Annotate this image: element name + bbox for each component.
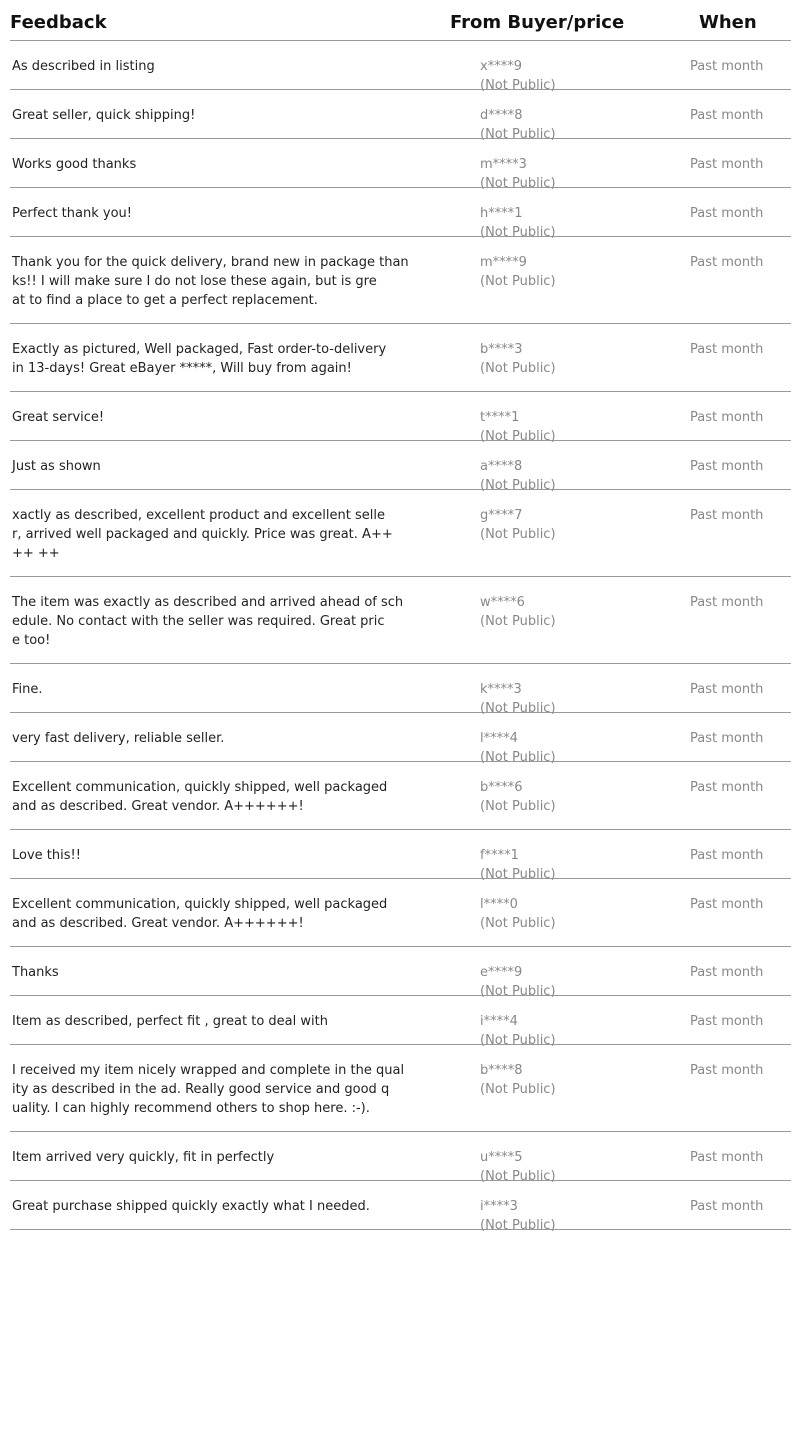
table-row bbox=[10, 713, 791, 765]
when-cell: Past month bbox=[690, 897, 764, 912]
buyer-column-header: From Buyer/price bbox=[450, 12, 625, 33]
feedback-text: Excellent communication, quickly shipped, well packaged and as described. Great vendor. A++++++! bbox=[12, 780, 388, 814]
table-row bbox=[10, 830, 791, 882]
buyer-privacy-note: (Not Public) bbox=[480, 361, 556, 376]
buyer-privacy-note: (Not Public) bbox=[480, 799, 556, 814]
buyer-id: b****6 bbox=[480, 780, 523, 795]
buyer-privacy-note: (Not Public) bbox=[480, 1169, 556, 1184]
feedback-text: Excellent communication, quickly shipped, well packaged and as described. Great vendor. A++++++! bbox=[12, 897, 388, 931]
buyer-id: e****9 bbox=[480, 965, 523, 980]
feedback-text: Item arrived very quickly, fit in perfectly bbox=[12, 1150, 275, 1165]
buyer-cell bbox=[480, 1197, 556, 1235]
buyer-privacy-note: (Not Public) bbox=[480, 274, 556, 289]
when-cell: Past month bbox=[690, 595, 764, 610]
buyer-id: u****5 bbox=[480, 1150, 523, 1165]
when-cell: Past month bbox=[690, 508, 764, 523]
buyer-privacy-note: (Not Public) bbox=[480, 225, 556, 240]
buyer-privacy-note: (Not Public) bbox=[480, 701, 556, 716]
when-cell: Past month bbox=[690, 410, 764, 425]
buyer-cell bbox=[480, 506, 556, 544]
buyer-cell bbox=[480, 778, 556, 816]
feedback-text: Item as described, perfect fit , great to deal with bbox=[12, 1014, 328, 1029]
table-row bbox=[10, 139, 791, 191]
when-cell: Past month bbox=[690, 1199, 764, 1214]
buyer-id: d****8 bbox=[480, 108, 523, 123]
feedback-text: Fine. bbox=[12, 682, 43, 697]
when-cell: Past month bbox=[690, 1150, 764, 1165]
buyer-id: b****8 bbox=[480, 1063, 523, 1078]
buyer-id: x****9 bbox=[480, 59, 522, 74]
buyer-privacy-note: (Not Public) bbox=[480, 750, 556, 765]
buyer-id: m****9 bbox=[480, 255, 527, 270]
table-row bbox=[10, 1045, 791, 1132]
buyer-cell bbox=[480, 340, 556, 378]
table-row bbox=[10, 879, 791, 947]
buyer-id: w****6 bbox=[480, 595, 525, 610]
table-row bbox=[10, 577, 791, 664]
buyer-id: i****3 bbox=[480, 1199, 518, 1214]
buyer-privacy-note: (Not Public) bbox=[480, 176, 556, 191]
feedback-text: xactly as described, excellent product and excellent selle r, arrived well packaged and quickly. Price was great. A++ ++ ++ bbox=[12, 508, 393, 561]
feedback-text: Love this!! bbox=[12, 848, 81, 863]
buyer-privacy-note: (Not Public) bbox=[480, 984, 556, 999]
table-header bbox=[10, 0, 791, 41]
buyer-id: b****3 bbox=[480, 342, 523, 357]
buyer-id: g****7 bbox=[480, 508, 523, 523]
table-row bbox=[10, 324, 791, 392]
when-cell: Past month bbox=[690, 965, 764, 980]
when-cell: Past month bbox=[690, 731, 764, 746]
buyer-privacy-note: (Not Public) bbox=[480, 916, 556, 931]
buyer-id: h****1 bbox=[480, 206, 523, 221]
when-cell: Past month bbox=[690, 255, 764, 270]
table-row bbox=[10, 90, 791, 142]
buyer-privacy-note: (Not Public) bbox=[480, 127, 556, 142]
buyer-cell bbox=[480, 253, 556, 291]
table-row bbox=[10, 947, 791, 999]
table-row bbox=[10, 762, 791, 830]
buyer-privacy-note: (Not Public) bbox=[480, 614, 556, 629]
buyer-id: k****3 bbox=[480, 682, 522, 697]
buyer-cell bbox=[480, 895, 556, 933]
feedback-text: I received my item nicely wrapped and complete in the qual ity as described in the ad. Really good service and good q uality. I can highly recommend others to shop here. :-). bbox=[12, 1063, 405, 1116]
feedback-rows bbox=[10, 41, 791, 1233]
buyer-id: m****3 bbox=[480, 157, 527, 172]
feedback-text: Great purchase shipped quickly exactly what I needed. bbox=[12, 1199, 370, 1214]
table-row bbox=[10, 996, 791, 1048]
buyer-privacy-note: (Not Public) bbox=[480, 1218, 556, 1233]
when-cell: Past month bbox=[690, 59, 764, 74]
table-row bbox=[10, 1132, 791, 1184]
buyer-privacy-note: (Not Public) bbox=[480, 78, 556, 93]
when-cell: Past month bbox=[690, 459, 764, 474]
buyer-id: l****0 bbox=[480, 897, 518, 912]
feedback-text: Perfect thank you! bbox=[12, 206, 132, 221]
feedback-text: Thanks bbox=[12, 965, 59, 980]
buyer-cell bbox=[480, 593, 556, 631]
buyer-privacy-note: (Not Public) bbox=[480, 527, 556, 542]
feedback-text: Works good thanks bbox=[12, 157, 137, 172]
when-cell: Past month bbox=[690, 848, 764, 863]
when-cell: Past month bbox=[690, 682, 764, 697]
buyer-id: t****1 bbox=[480, 410, 520, 425]
table-row bbox=[10, 237, 791, 324]
buyer-privacy-note: (Not Public) bbox=[480, 867, 556, 882]
table-row bbox=[10, 490, 791, 577]
buyer-cell bbox=[480, 1061, 556, 1099]
table-row bbox=[10, 441, 791, 493]
buyer-id: f****1 bbox=[480, 848, 519, 863]
feedback-column-header: Feedback bbox=[10, 12, 107, 33]
table-row bbox=[10, 664, 791, 716]
buyer-privacy-note: (Not Public) bbox=[480, 429, 556, 444]
table-row bbox=[10, 188, 791, 240]
feedback-text: Just as shown bbox=[12, 459, 101, 474]
table-row bbox=[10, 1181, 791, 1233]
when-cell: Past month bbox=[690, 1014, 764, 1029]
buyer-privacy-note: (Not Public) bbox=[480, 478, 556, 493]
feedback-text: Great seller, quick shipping! bbox=[12, 108, 196, 123]
when-cell: Past month bbox=[690, 342, 764, 357]
feedback-text: Thank you for the quick delivery, brand new in package than ks!! I will make sure I do not lose these again, but is gre at to find a place to get a perfect replacement. bbox=[12, 255, 409, 308]
when-cell: Past month bbox=[690, 157, 764, 172]
buyer-id: l****4 bbox=[480, 731, 518, 746]
feedback-text: Exactly as pictured, Well packaged, Fast order-to-delivery in 13-days! Great eBayer *****, Will buy from again! bbox=[12, 342, 387, 376]
table-row bbox=[10, 392, 791, 444]
feedback-text: As described in listing bbox=[12, 59, 155, 74]
buyer-id: a****8 bbox=[480, 459, 523, 474]
when-cell: Past month bbox=[690, 1063, 764, 1078]
feedback-text: Great service! bbox=[12, 410, 105, 425]
buyer-privacy-note: (Not Public) bbox=[480, 1033, 556, 1048]
when-column-header: When bbox=[699, 12, 757, 33]
when-cell: Past month bbox=[690, 206, 764, 221]
feedback-table bbox=[10, 0, 791, 1233]
when-cell: Past month bbox=[690, 780, 764, 795]
feedback-text: very fast delivery, reliable seller. bbox=[12, 731, 225, 746]
table-row bbox=[10, 41, 791, 93]
buyer-id: i****4 bbox=[480, 1014, 518, 1029]
buyer-privacy-note: (Not Public) bbox=[480, 1082, 556, 1097]
when-cell: Past month bbox=[690, 108, 764, 123]
feedback-text: The item was exactly as described and arrived ahead of sch edule. No contact with the seller was required. Great pric e too! bbox=[12, 595, 404, 648]
